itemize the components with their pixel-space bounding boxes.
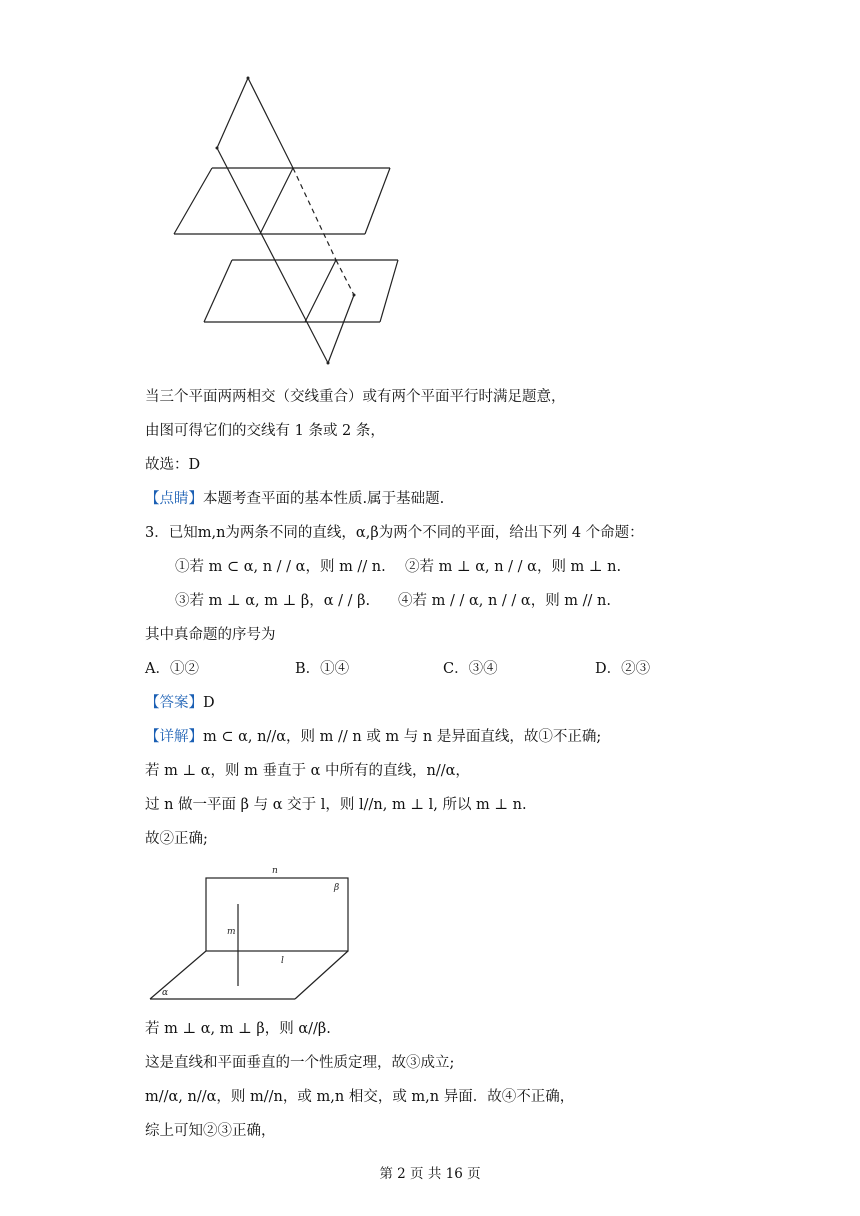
para-3: 故选：D bbox=[145, 457, 201, 473]
detail-text: m ⊂ α, n//α，则 m // n 或 m 与 n 是异面直线，故①不正确; bbox=[203, 729, 602, 745]
comment-line bbox=[145, 489, 444, 509]
label-alpha: α bbox=[162, 988, 169, 998]
statement-4: ④若 m / / α, n / / α，则 m // n. bbox=[398, 593, 611, 609]
para-2: 由图可得它们的交线有 1 条或 2 条， bbox=[145, 423, 385, 439]
statement-3: ③若 m ⊥ α, m ⊥ β，α / / β. bbox=[175, 593, 371, 609]
answer-line bbox=[145, 693, 215, 713]
comment-text: 本题考查平面的基本性质.属于基础题. bbox=[203, 491, 445, 507]
detail-5: 若 m ⊥ α, m ⊥ β，则 α//β. bbox=[145, 1021, 331, 1037]
option-c: C．③④ bbox=[443, 661, 498, 677]
detail-tag: 【详解】 bbox=[145, 729, 203, 745]
label-n: n bbox=[272, 866, 278, 876]
detail-6: 这是直线和平面垂直的一个性质定理，故③成立; bbox=[145, 1055, 455, 1071]
detail-4: 故②正确; bbox=[145, 831, 208, 847]
label-m: m bbox=[227, 927, 236, 937]
detail-2: 若 m ⊥ α，则 m 垂直于 α 中所有的直线，n//α， bbox=[145, 763, 470, 779]
answer-value: D bbox=[203, 695, 215, 711]
three-planes-figure bbox=[150, 70, 420, 370]
detail-7: m//α, n//α，则 m//n，或 m,n 相交，或 m,n 异面．故④不正确， bbox=[145, 1089, 575, 1105]
detail-8: 综上可知②③正确， bbox=[145, 1123, 276, 1139]
option-b: B．①④ bbox=[295, 661, 350, 677]
option-d: D．②③ bbox=[595, 661, 651, 677]
statement-2: ②若 m ⊥ α, n / / α，则 m ⊥ n. bbox=[405, 559, 622, 575]
question-ask: 其中真命题的序号为 bbox=[145, 627, 276, 643]
detail-3: 过 n 做一平面 β 与 α 交于 l，则 l//n, m ⊥ l, 所以 m ⊥ n. bbox=[145, 797, 527, 813]
comment-tag: 【点睛】 bbox=[145, 491, 203, 507]
label-beta: β bbox=[334, 883, 340, 893]
para-1: 当三个平面两两相交（交线重合）或有两个平面平行时满足题意， bbox=[145, 389, 566, 405]
perpendicular-planes-figure bbox=[140, 860, 370, 1010]
detail-line bbox=[145, 727, 601, 747]
statement-1: ①若 m ⊂ α, n / / α，则 m // n. bbox=[175, 559, 386, 575]
option-a: A．①② bbox=[145, 661, 199, 677]
label-l: l bbox=[281, 956, 284, 966]
answer-tag: 【答案】 bbox=[145, 695, 203, 711]
question-3: 3．已知m,n为两条不同的直线，α,β为两个不同的平面，给出下列 4 个命题： bbox=[145, 525, 644, 541]
page-footer: 第 2 页 共 16 页 bbox=[379, 1166, 481, 1182]
